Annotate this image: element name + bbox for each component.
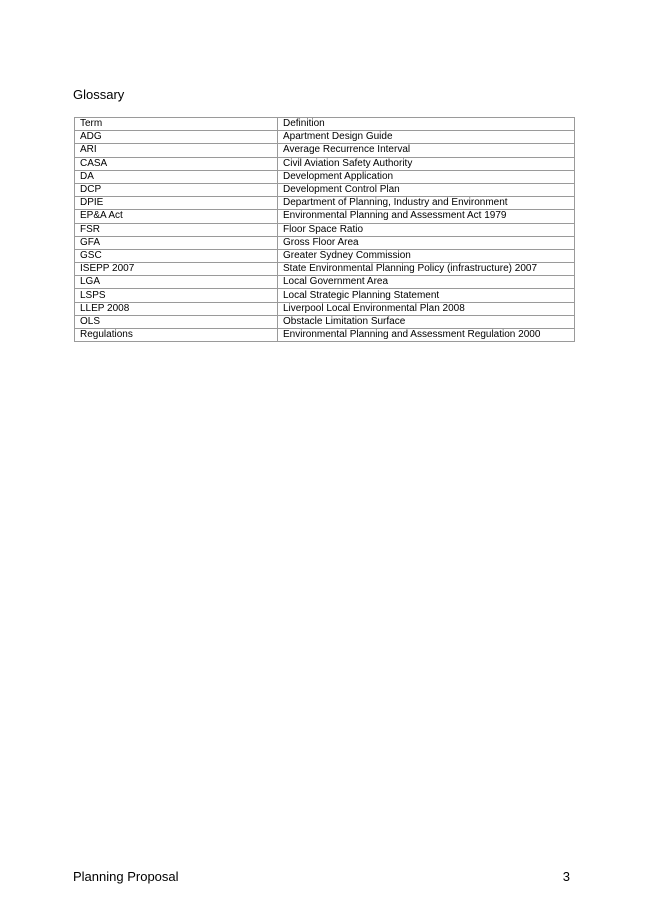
column-header-definition: Definition xyxy=(278,118,575,131)
definition-cell: Development Control Plan xyxy=(278,183,575,196)
table-row xyxy=(75,289,575,302)
definition-cell: Development Application xyxy=(278,170,575,183)
term-cell: LGA xyxy=(75,276,278,289)
term-cell: GFA xyxy=(75,236,278,249)
term-cell: DA xyxy=(75,170,278,183)
table-row xyxy=(75,157,575,170)
term-cell: EP&A Act xyxy=(75,210,278,223)
definition-cell: Local Strategic Planning Statement xyxy=(278,289,575,302)
definition-cell: Environmental Planning and Assessment Act 1979 xyxy=(278,210,575,223)
term-cell: LLEP 2008 xyxy=(75,302,278,315)
definition-cell: Local Government Area xyxy=(278,276,575,289)
term-cell: ISEPP 2007 xyxy=(75,263,278,276)
term-cell: Regulations xyxy=(75,329,278,342)
table-row xyxy=(75,223,575,236)
table-row xyxy=(75,263,575,276)
definition-cell: Department of Planning, Industry and Environment xyxy=(278,197,575,210)
footer-title: Planning Proposal xyxy=(73,869,179,884)
table-row xyxy=(75,210,575,223)
table-row xyxy=(75,131,575,144)
table-row xyxy=(75,302,575,315)
table-row xyxy=(75,315,575,328)
term-cell: DCP xyxy=(75,183,278,196)
term-cell: DPIE xyxy=(75,197,278,210)
definition-cell: Floor Space Ratio xyxy=(278,223,575,236)
term-cell: FSR xyxy=(75,223,278,236)
definition-cell: Obstacle Limitation Surface xyxy=(278,315,575,328)
table-row xyxy=(75,170,575,183)
page-heading: Glossary xyxy=(73,87,125,102)
table-row xyxy=(75,276,575,289)
definition-cell: Civil Aviation Safety Authority xyxy=(278,157,575,170)
definition-cell: Environmental Planning and Assessment Regulation 2000 xyxy=(278,329,575,342)
table-row xyxy=(75,236,575,249)
glossary-table xyxy=(74,117,575,342)
definition-cell: Liverpool Local Environmental Plan 2008 xyxy=(278,302,575,315)
table-row xyxy=(75,249,575,262)
definition-cell: Apartment Design Guide xyxy=(278,131,575,144)
term-cell: ADG xyxy=(75,131,278,144)
table-row xyxy=(75,144,575,157)
term-cell: ARI xyxy=(75,144,278,157)
definition-cell: Gross Floor Area xyxy=(278,236,575,249)
term-cell: CASA xyxy=(75,157,278,170)
table-row xyxy=(75,329,575,342)
column-header-term: Term xyxy=(75,118,278,131)
term-cell: GSC xyxy=(75,249,278,262)
definition-cell: State Environmental Planning Policy (infrastructure) 2007 xyxy=(278,263,575,276)
footer-page-number: 3 xyxy=(562,869,570,884)
table-row xyxy=(75,197,575,210)
term-cell: LSPS xyxy=(75,289,278,302)
definition-cell: Greater Sydney Commission xyxy=(278,249,575,262)
definition-cell: Average Recurrence Interval xyxy=(278,144,575,157)
term-cell: OLS xyxy=(75,315,278,328)
table-header-row xyxy=(75,118,575,131)
table-row xyxy=(75,183,575,196)
